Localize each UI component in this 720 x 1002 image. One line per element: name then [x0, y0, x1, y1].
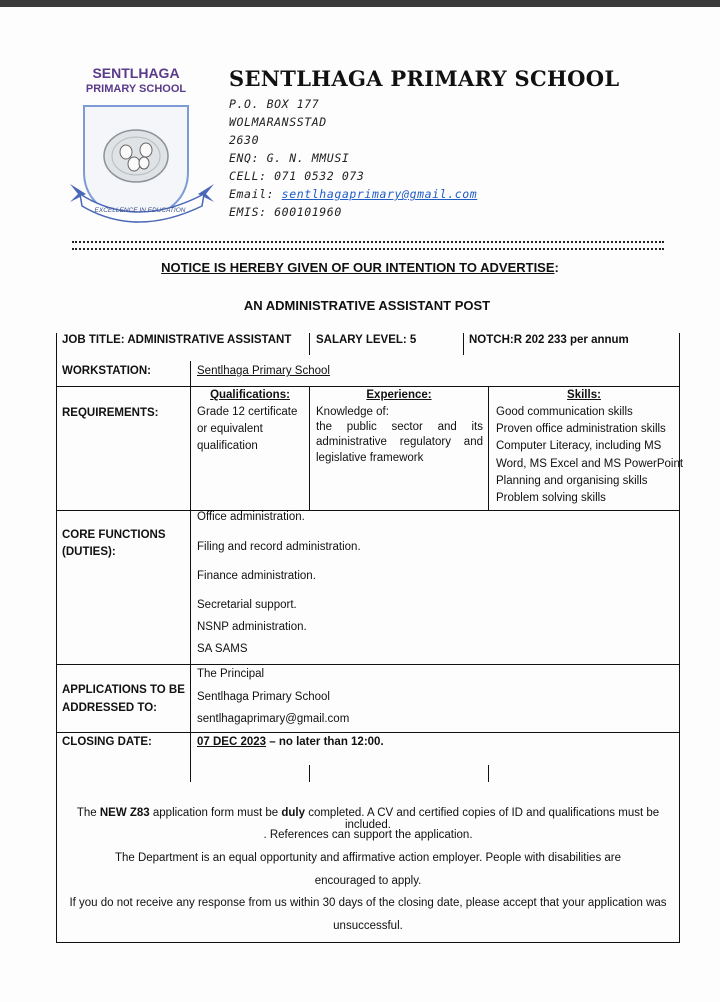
- email-link[interactable]: sentlhagaprimary@gmail.com: [281, 187, 478, 201]
- row-line-core: [56, 664, 680, 665]
- workstation-value: Sentlhaga Primary School: [197, 365, 330, 377]
- core-function-item: SA SAMS: [197, 643, 248, 655]
- divider-exp-skills: [488, 386, 489, 510]
- core-function-item: Secretarial support.: [197, 599, 297, 611]
- notch: NOTCH:R 202 233 per annum: [469, 334, 629, 346]
- skill-item: Computer Literacy, including MS: [496, 440, 662, 452]
- application-address-line: Sentlhaga Primary School: [197, 691, 330, 703]
- skills-heading: Skills:: [567, 389, 601, 401]
- closing-date-label: CLOSING DATE:: [62, 736, 152, 748]
- notice-title: NOTICE IS HEREBY GIVEN OF OUR INTENTION TO ADVERTISE: [161, 260, 555, 275]
- footer-line-1: The NEW Z83 application form must be duly completed. A CV and certified copies of ID and qualifications must be included.: [76, 807, 660, 831]
- core-function-item: NSNP administration.: [197, 621, 307, 633]
- school-name: SENTLHAGA PRIMARY SCHOOL: [229, 66, 620, 91]
- header-divider: [72, 241, 664, 250]
- enquiries: ENQ: G. N. MMUSI: [229, 151, 350, 165]
- closing-date-value: [197, 734, 384, 751]
- requirements-label: REQUIREMENTS:: [62, 407, 159, 419]
- skill-item: Planning and organising skills: [496, 475, 648, 487]
- table-bottom-border: [56, 942, 680, 943]
- experience-heading: Experience:: [366, 389, 432, 401]
- qualification-line: or equivalent: [197, 423, 263, 435]
- school-logo: [62, 60, 222, 230]
- skill-item: Problem solving skills: [496, 492, 606, 504]
- stub-divider-1: [309, 765, 310, 782]
- footer-line-6: unsuccessful.: [333, 920, 403, 932]
- cell-number: CELL: 071 0532 073: [229, 169, 365, 183]
- row-line-applications: [56, 732, 680, 733]
- core-function-item: Filing and record administration.: [197, 541, 361, 553]
- footer-line-2: . References can support the application.: [263, 829, 473, 841]
- post-title: AN ADMINISTRATIVE ASSISTANT POST: [243, 298, 491, 313]
- experience-line: administrative regulatory and: [316, 436, 483, 448]
- application-email[interactable]: sentlhagaprimary@gmail.com: [197, 713, 350, 725]
- row-line-requirements: [56, 510, 680, 511]
- logo-text-line2: PRIMARY SCHOOL: [85, 83, 187, 95]
- stub-divider-2: [488, 765, 489, 782]
- skill-item: Good communication skills: [496, 406, 633, 418]
- applications-label: APPLICATIONS TO BE: [62, 684, 185, 696]
- experience-line: the public sector and its: [316, 421, 483, 433]
- core-function-item: Office administration.: [197, 511, 305, 523]
- core-functions-label: (DUTIES):: [62, 546, 116, 558]
- divider-salary-notch: [463, 333, 464, 355]
- duly-highlight: duly: [281, 807, 305, 819]
- footer-line-3: The Department is an equal opportunity and affirmative action employer. People with disabilities are: [114, 852, 622, 864]
- qualifications-heading: Qualifications:: [210, 389, 290, 401]
- notice-heading: NOTICE IS HEREBY GIVEN OF OUR INTENTION TO ADVERTISE:: [161, 260, 559, 275]
- top-edge-bar: [0, 0, 720, 7]
- experience-line: Knowledge of:: [316, 406, 389, 418]
- qualification-line: Grade 12 certificate: [197, 406, 298, 418]
- skill-item: Proven office administration skills: [496, 423, 666, 435]
- skill-item: Word, MS Excel and MS PowerPoint: [496, 458, 684, 470]
- divider-jobtitle-salary: [309, 333, 310, 355]
- footer-line-4: encouraged to apply.: [314, 875, 422, 887]
- core-functions-label: CORE FUNCTIONS: [62, 529, 166, 541]
- workstation-label: WORKSTATION:: [62, 365, 152, 377]
- core-function-item: Finance administration.: [197, 570, 316, 582]
- divider-qual-exp: [309, 386, 310, 510]
- qualification-line: qualification: [197, 440, 258, 452]
- emis-number: EMIS: 600101960: [229, 205, 342, 219]
- closing-time: – no later than 12:00.: [266, 736, 384, 748]
- logo-motto: EXCELLENCE IN EDUCATION: [94, 207, 186, 214]
- applications-label: ADDRESSED TO:: [62, 702, 157, 714]
- closing-date: 07 DEC 2023: [197, 736, 267, 748]
- salary-level: SALARY LEVEL: 5: [316, 334, 417, 346]
- email-label: Email:: [229, 187, 282, 201]
- po-box: P.O. BOX 177: [229, 97, 320, 111]
- town: WOLMARANSSTAD: [229, 115, 327, 129]
- postal-code: 2630: [229, 133, 260, 147]
- email-line: [229, 187, 477, 201]
- label-column-divider: [190, 361, 191, 782]
- application-address-line: The Principal: [197, 668, 265, 680]
- experience-line: legislative framework: [316, 452, 424, 464]
- job-title: JOB TITLE: ADMINISTRATIVE ASSISTANT: [62, 334, 292, 346]
- logo-text-line1: SENTLHAGA: [92, 65, 180, 81]
- z83-highlight: NEW Z83: [99, 807, 150, 819]
- footer-line-5: If you do not receive any response from us within 30 days of the closing date, please accept that your application was: [69, 897, 667, 909]
